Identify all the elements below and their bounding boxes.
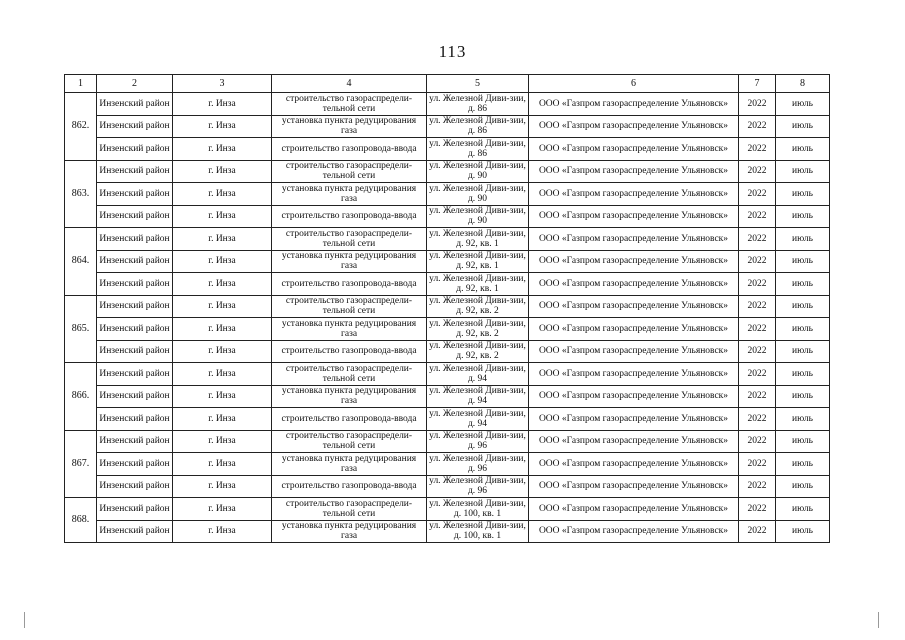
cell-year: 2022 [739, 385, 776, 408]
table-row [65, 363, 830, 386]
cell-month: июль [776, 475, 830, 498]
row-number: 865. [65, 295, 97, 363]
cell-month: июль [776, 363, 830, 386]
cell-month: июль [776, 318, 830, 341]
cell-district: Инзенский район [97, 498, 173, 521]
cell-address: ул. Железной Диви-зии, д. 92, кв. 2 [427, 318, 529, 341]
cell-org: ООО «Газпром газораспределение Ульяновск» [529, 408, 739, 431]
cell-district: Инзенский район [97, 385, 173, 408]
cell-address: ул. Железной Диви-зии, д. 100, кв. 1 [427, 520, 529, 543]
cell-month: июль [776, 385, 830, 408]
cell-month: июль [776, 93, 830, 116]
cell-city: г. Инза [173, 205, 272, 228]
row-number: 864. [65, 228, 97, 296]
cell-work: установка пункта редуцирования газа [272, 520, 427, 543]
column-header: 6 [529, 75, 739, 93]
cell-city: г. Инза [173, 498, 272, 521]
table-row [65, 498, 830, 521]
cell-city: г. Инза [173, 295, 272, 318]
cell-year: 2022 [739, 520, 776, 543]
cell-org: ООО «Газпром газораспределение Ульяновск» [529, 138, 739, 161]
cell-work: строительство газораспредели-тельной сети [272, 363, 427, 386]
cell-year: 2022 [739, 205, 776, 228]
cell-address: ул. Железной Диви-зии, д. 100, кв. 1 [427, 498, 529, 521]
cell-month: июль [776, 183, 830, 206]
cell-month: июль [776, 250, 830, 273]
table-row [65, 183, 830, 206]
cell-work: строительство газораспредели-тельной сети [272, 295, 427, 318]
table-row [65, 228, 830, 251]
cell-work: установка пункта редуцирования газа [272, 250, 427, 273]
table-row [65, 520, 830, 543]
data-table [64, 74, 830, 543]
cell-work: строительство газораспредели-тельной сети [272, 160, 427, 183]
cell-work: установка пункта редуцирования газа [272, 115, 427, 138]
cell-work: строительство газораспредели-тельной сети [272, 93, 427, 116]
table-row [65, 160, 830, 183]
table-row [65, 138, 830, 161]
cell-year: 2022 [739, 93, 776, 116]
cell-city: г. Инза [173, 430, 272, 453]
column-header: 2 [97, 75, 173, 93]
cell-district: Инзенский район [97, 430, 173, 453]
column-header: 1 [65, 75, 97, 93]
cell-year: 2022 [739, 475, 776, 498]
cell-address: ул. Железной Диви-зии, д. 92, кв. 2 [427, 295, 529, 318]
cell-district: Инзенский район [97, 250, 173, 273]
cell-address: ул. Железной Диви-зии, д. 86 [427, 93, 529, 116]
cell-district: Инзенский район [97, 228, 173, 251]
cell-year: 2022 [739, 430, 776, 453]
cell-work: строительство газораспредели-тельной сети [272, 430, 427, 453]
cell-district: Инзенский район [97, 273, 173, 296]
cell-city: г. Инза [173, 228, 272, 251]
cell-year: 2022 [739, 250, 776, 273]
cell-district: Инзенский район [97, 93, 173, 116]
cell-year: 2022 [739, 498, 776, 521]
cell-org: ООО «Газпром газораспределение Ульяновск» [529, 205, 739, 228]
cell-district: Инзенский район [97, 183, 173, 206]
cell-year: 2022 [739, 408, 776, 431]
cell-address: ул. Железной Диви-зии, д. 96 [427, 453, 529, 476]
cell-org: ООО «Газпром газораспределение Ульяновск» [529, 93, 739, 116]
cell-month: июль [776, 498, 830, 521]
cell-city: г. Инза [173, 183, 272, 206]
column-header: 4 [272, 75, 427, 93]
cell-month: июль [776, 340, 830, 363]
cell-work: строительство газопровода-ввода [272, 205, 427, 228]
cell-org: ООО «Газпром газораспределение Ульяновск» [529, 273, 739, 296]
cell-month: июль [776, 160, 830, 183]
cell-work: строительство газопровода-ввода [272, 273, 427, 296]
cell-address: ул. Железной Диви-зии, д. 94 [427, 363, 529, 386]
cell-year: 2022 [739, 160, 776, 183]
cell-city: г. Инза [173, 115, 272, 138]
cell-year: 2022 [739, 183, 776, 206]
cell-district: Инзенский район [97, 453, 173, 476]
cell-city: г. Инза [173, 475, 272, 498]
cell-address: ул. Железной Диви-зии, д. 86 [427, 138, 529, 161]
cell-address: ул. Железной Диви-зии, д. 90 [427, 205, 529, 228]
table-row [65, 408, 830, 431]
cell-district: Инзенский район [97, 340, 173, 363]
cell-month: июль [776, 295, 830, 318]
cell-city: г. Инза [173, 385, 272, 408]
table-row [65, 250, 830, 273]
row-number: 863. [65, 160, 97, 228]
cell-address: ул. Железной Диви-зии, д. 94 [427, 385, 529, 408]
cell-city: г. Инза [173, 160, 272, 183]
cell-org: ООО «Газпром газораспределение Ульяновск» [529, 295, 739, 318]
cell-address: ул. Железной Диви-зии, д. 96 [427, 430, 529, 453]
cell-org: ООО «Газпром газораспределение Ульяновск» [529, 183, 739, 206]
cell-work: установка пункта редуцирования газа [272, 453, 427, 476]
cell-org: ООО «Газпром газораспределение Ульяновск» [529, 363, 739, 386]
cell-city: г. Инза [173, 363, 272, 386]
cell-work: установка пункта редуцирования газа [272, 183, 427, 206]
cell-year: 2022 [739, 340, 776, 363]
cell-org: ООО «Газпром газораспределение Ульяновск» [529, 340, 739, 363]
cell-month: июль [776, 138, 830, 161]
table-row [65, 340, 830, 363]
cell-org: ООО «Газпром газораспределение Ульяновск» [529, 520, 739, 543]
table-row [65, 475, 830, 498]
cell-org: ООО «Газпром газораспределение Ульяновск» [529, 250, 739, 273]
cell-city: г. Инза [173, 408, 272, 431]
cell-city: г. Инза [173, 250, 272, 273]
cell-address: ул. Железной Диви-зии, д. 86 [427, 115, 529, 138]
cell-year: 2022 [739, 295, 776, 318]
cell-org: ООО «Газпром газораспределение Ульяновск» [529, 498, 739, 521]
row-number: 868. [65, 498, 97, 543]
cell-district: Инзенский район [97, 363, 173, 386]
cell-work: строительство газораспредели-тельной сети [272, 228, 427, 251]
cell-district: Инзенский район [97, 318, 173, 341]
cell-city: г. Инза [173, 318, 272, 341]
cell-org: ООО «Газпром газораспределение Ульяновск» [529, 385, 739, 408]
table-row [65, 318, 830, 341]
scan-mark [878, 612, 879, 628]
cell-work: строительство газопровода-ввода [272, 340, 427, 363]
cell-work: строительство газораспредели-тельной сети [272, 498, 427, 521]
cell-district: Инзенский район [97, 115, 173, 138]
cell-work: установка пункта редуцирования газа [272, 385, 427, 408]
cell-city: г. Инза [173, 453, 272, 476]
cell-year: 2022 [739, 273, 776, 296]
cell-district: Инзенский район [97, 295, 173, 318]
cell-district: Инзенский район [97, 205, 173, 228]
cell-org: ООО «Газпром газораспределение Ульяновск» [529, 318, 739, 341]
cell-org: ООО «Газпром газораспределение Ульяновск» [529, 160, 739, 183]
cell-year: 2022 [739, 138, 776, 161]
cell-month: июль [776, 228, 830, 251]
cell-work: установка пункта редуцирования газа [272, 318, 427, 341]
header-row [65, 75, 830, 93]
cell-district: Инзенский район [97, 475, 173, 498]
cell-work: строительство газопровода-ввода [272, 475, 427, 498]
cell-month: июль [776, 273, 830, 296]
cell-org: ООО «Газпром газораспределение Ульяновск» [529, 430, 739, 453]
cell-address: ул. Железной Диви-зии, д. 94 [427, 408, 529, 431]
cell-district: Инзенский район [97, 160, 173, 183]
table-row [65, 430, 830, 453]
cell-city: г. Инза [173, 520, 272, 543]
cell-city: г. Инза [173, 138, 272, 161]
cell-org: ООО «Газпром газораспределение Ульяновск» [529, 453, 739, 476]
cell-month: июль [776, 520, 830, 543]
table-body [65, 93, 830, 543]
cell-org: ООО «Газпром газораспределение Ульяновск» [529, 475, 739, 498]
cell-address: ул. Железной Диви-зии, д. 96 [427, 475, 529, 498]
cell-district: Инзенский район [97, 408, 173, 431]
page-number: 113 [438, 42, 467, 61]
column-header: 7 [739, 75, 776, 93]
cell-address: ул. Железной Диви-зии, д. 92, кв. 1 [427, 228, 529, 251]
row-number: 862. [65, 93, 97, 161]
cell-address: ул. Железной Диви-зии, д. 92, кв. 2 [427, 340, 529, 363]
cell-address: ул. Железной Диви-зии, д. 92, кв. 1 [427, 273, 529, 296]
table-row [65, 295, 830, 318]
cell-city: г. Инза [173, 93, 272, 116]
cell-city: г. Инза [173, 340, 272, 363]
cell-year: 2022 [739, 453, 776, 476]
cell-year: 2022 [739, 115, 776, 138]
cell-month: июль [776, 205, 830, 228]
cell-org: ООО «Газпром газораспределение Ульяновск» [529, 115, 739, 138]
cell-city: г. Инза [173, 273, 272, 296]
scan-mark [24, 612, 25, 628]
cell-org: ООО «Газпром газораспределение Ульяновск» [529, 228, 739, 251]
table-row [65, 93, 830, 116]
cell-address: ул. Железной Диви-зии, д. 90 [427, 160, 529, 183]
cell-month: июль [776, 408, 830, 431]
column-header: 3 [173, 75, 272, 93]
table-row [65, 115, 830, 138]
cell-work: строительство газопровода-ввода [272, 408, 427, 431]
column-header: 5 [427, 75, 529, 93]
table-row [65, 205, 830, 228]
cell-year: 2022 [739, 318, 776, 341]
column-header: 8 [776, 75, 830, 93]
cell-month: июль [776, 430, 830, 453]
cell-year: 2022 [739, 228, 776, 251]
cell-district: Инзенский район [97, 138, 173, 161]
cell-district: Инзенский район [97, 520, 173, 543]
row-number: 867. [65, 430, 97, 498]
table-row [65, 273, 830, 296]
cell-month: июль [776, 115, 830, 138]
cell-year: 2022 [739, 363, 776, 386]
cell-work: строительство газопровода-ввода [272, 138, 427, 161]
cell-address: ул. Железной Диви-зии, д. 92, кв. 1 [427, 250, 529, 273]
row-number: 866. [65, 363, 97, 431]
table-row [65, 385, 830, 408]
cell-month: июль [776, 453, 830, 476]
cell-address: ул. Железной Диви-зии, д. 90 [427, 183, 529, 206]
table-row [65, 453, 830, 476]
